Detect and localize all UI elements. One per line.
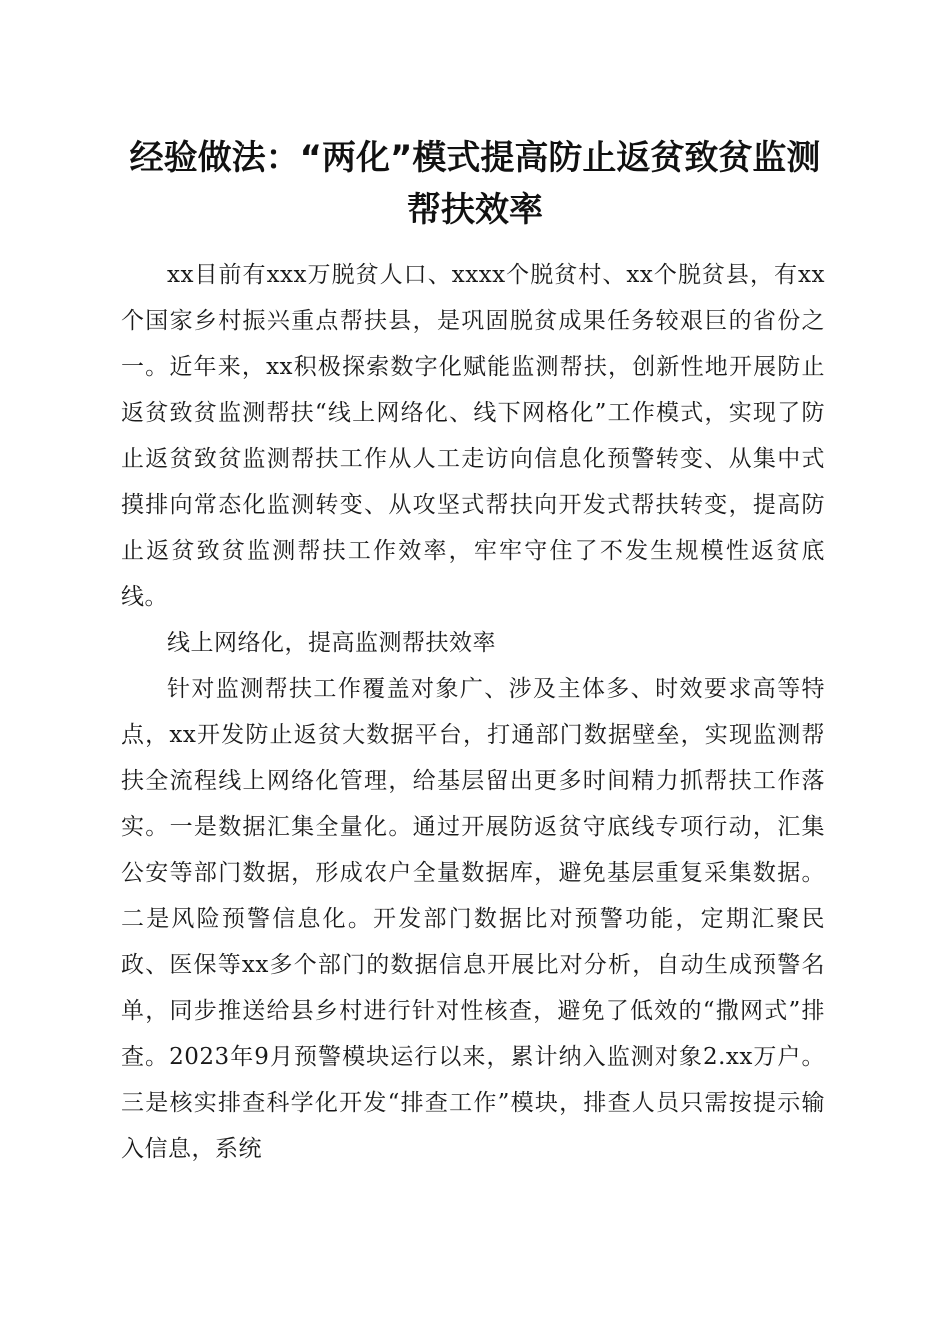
document-body [121, 252, 825, 1172]
section-heading: 线上网络化，提高监测帮扶效率 [167, 630, 496, 656]
intro-paragraph: xx目前有xxx万脱贫人口、xxxx个脱贫村、xx个脱贫县，有xx个国家乡村振兴重点帮扶县，是巩固脱贫成果任务较艰巨的省份之一。近年来，xx积极探索数字化赋能监测帮扶，创新性地开展防止返贫致贫监测帮扶“线上网络化、线下网格化”工作模式，实现了防止返贫致贫监测帮扶工作从人工走访向信息化预警转变、从集中式摸排向常态化监测转变、从攻坚式帮扶向开发式帮扶转变，提高防止返贫致贫监测帮扶工作效率，牢牢守住了不发生规模性返贫底线。 [121, 262, 825, 610]
section-paragraph: 针对监测帮扶工作覆盖对象广、涉及主体多、时效要求高等特点，xx开发防止返贫大数据平台，打通部门数据壁垒，实现监测帮扶全流程线上网络化管理，给基层留出更多时间精力抓帮扶工作落实。一是数据汇集全量化。通过开展防返贫守底线专项行动，汇集公安等部门数据，形成农户全量数据库，避免基层重复采集数据。二是风险预警信息化。开发部门数据比对预警功能，定期汇聚民政、医保等xx多个部门的数据信息开展比对分析，自动生成预警名单，同步推送给县乡村进行针对性核查，避免了低效的“撒网式”排查。2023年9月预警模块运行以来，累计纳入监测对象2.xx万户。三是核实排查科学化开发“排查工作”模块，排查人员只需按提示输入信息，系统 [121, 676, 825, 1162]
document-title: 经验做法：“两化”模式提高防止返贫致贫监测帮扶效率 [129, 138, 821, 230]
